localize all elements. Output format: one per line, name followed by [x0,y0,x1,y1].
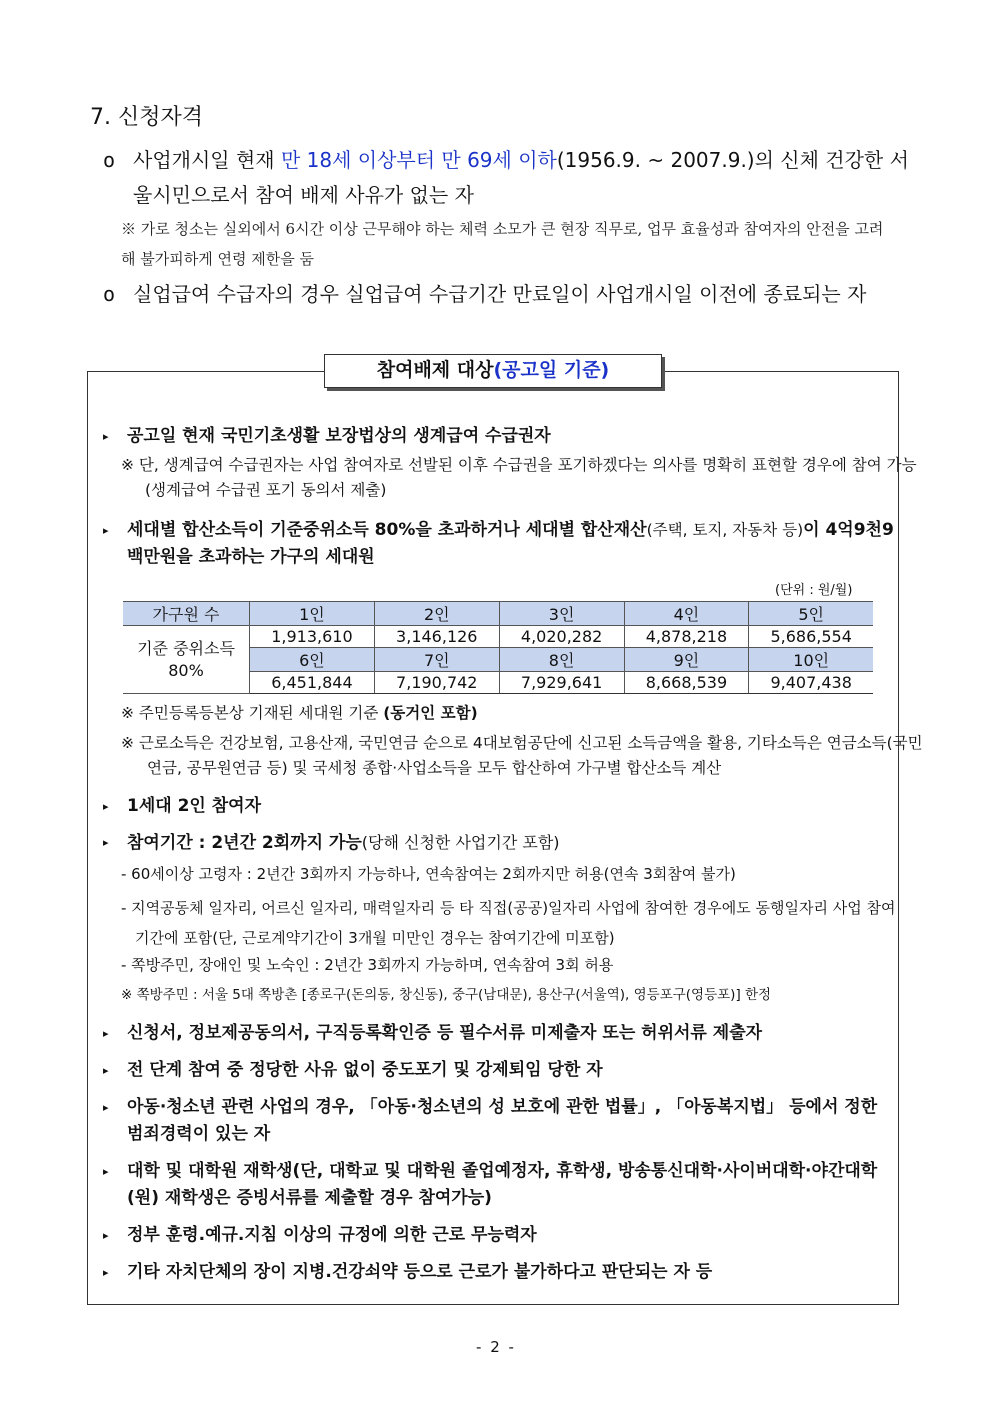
table-header-cell: 1인 [250,602,375,626]
item-text: 신청서, 정보제공동의서, 구직등록확인증 등 필수서류 미제출자 또는 허위서류 제출자 [127,1023,763,1043]
unemployment-paragraph [103,277,911,312]
page-number: - 2 - [476,1338,516,1356]
table-header-cell: 10인 [749,648,873,672]
table-header-cell: 5인 [749,602,873,626]
exclusion-item [103,829,897,857]
table-header-cell: 7인 [374,648,499,672]
triangle-bullet-icon: ▸ [103,1027,109,1040]
table-cell: 5,686,554 [749,626,873,648]
exclusion-box-title [324,354,662,388]
age-range-highlight: 만 18세 이상부터 만 69세 이하 [280,148,557,172]
item-text: 정부 훈령.예규.지침 이상의 규정에 의한 근로 무능력자 [127,1225,537,1245]
participation-detail: - 쪽방주민, 장애인 및 노숙인 : 2년간 3회까지 가능하며, 연속참여 3회 허용 [121,956,614,974]
jjokbang-note: ※ 쪽방주민 : 서울 5대 쪽방촌 [종로구(돈의동, 창신동), 중구(남대문), 용산구(서울역), 영등포구(영등포)] 한정 [121,987,772,1003]
participation-detail: - 60세이상 고령자 : 2년간 3회까지 가능하나, 연속참여는 2회까지만 허용(연속 3회참여 불가) [121,865,736,883]
table-unit: (단위 : 원/월) [775,583,853,598]
note-text: ※ 주민등록등본상 기재된 세대원 기준 [121,704,384,722]
eligibility-age-paragraph [103,143,911,213]
exclusion-item [103,1158,897,1212]
item-text: 전 단계 참여 중 정당한 사유 없이 중도포기 및 강제퇴임 당한 자 [127,1060,603,1080]
table-header-cell: 8인 [499,648,624,672]
item-text-c: 이 4억9천9백만원을 초과하는 가구의 세대원 [127,520,894,567]
note-text-bold: (동거인 포함) [383,704,478,722]
item-text: 대학 및 대학원 재학생(단, 대학교 및 대학원 졸업예정자, 휴학생, 방송통신대학·사이버대학·야간대학(원) 재학생은 증빙서류를 제출할 경우 참여가능) [127,1161,878,1208]
item-text-b: (주택, 토지, 자동차 등) [646,521,804,539]
exclusion-item [103,1259,897,1286]
table-cell: 9,407,438 [749,672,873,694]
table-header-cell: 2인 [374,602,499,626]
exclusion-item [103,517,897,571]
item-text-a: 참여기간 : 2년간 2회까지 가능 [127,833,362,853]
income-table [123,601,873,694]
item-text: 1세대 2인 참여자 [127,796,262,816]
triangle-bullet-icon: ▸ [103,430,109,443]
triangle-bullet-icon: ▸ [103,800,109,813]
text-pre: 사업개시일 현재 [133,148,281,172]
item-text-a: 세대별 합산소득이 기준중위소득 80%을 초과하거나 세대별 합산재산 [127,520,647,540]
paragraph-text: 실업급여 수급자의 경우 실업급여 수급기간 만료일이 사업개시일 이전에 종료되는 자 [133,282,867,306]
exclusion-item [103,1222,897,1249]
income-calc-note: ※ 근로소득은 건강보험, 고용산재, 국민연금 순으로 4대보험공단에 신고된 소득금액을 활용, 기타소득은 연금소득(국민연금, 공무원연금 등) 및 국세청 종합·사업소득을 모두 합산하여 가구별 합산소득 계산 [121,734,923,777]
table-cell: 4,020,282 [499,626,624,648]
item-text-b: (당해 신청한 사업기간 포함) [361,833,560,852]
exclusion-item [103,1057,897,1084]
box-title-sub: (공고일 기준) [493,359,610,381]
exclusion-item [103,1094,897,1148]
circle-bullet: o [103,148,116,172]
paragraph-text [133,143,911,213]
table-header-cell: 6인 [250,648,375,672]
triangle-bullet-icon: ▸ [103,1266,109,1279]
item-text: 아동·청소년 관련 사업의 경우, 「아동·청소년의 성 보호에 관한 법률」, 「아동복지법」 등에서 정한 범죄경력이 있는 자 [127,1097,878,1144]
item-text: 공고일 현재 국민기초생활 보장법상의 생계급여 수급권자 [127,426,551,446]
table-header-cell: 9인 [624,648,749,672]
circle-bullet: o [103,282,116,306]
item-text: 기타 자치단체의 장이 지병.건강쇠약 등으로 근로가 불가하다고 판단되는 자 등 [127,1262,713,1282]
triangle-bullet-icon: ▸ [103,836,109,849]
exclusion-item [103,793,897,820]
household-note [121,701,901,726]
exclusion-item [103,423,897,450]
table-cell: 7,929,641 [499,672,624,694]
table-header-cell: 4인 [624,602,749,626]
participation-detail: - 지역공동체 일자리, 어르신 일자리, 매력일자리 등 타 직접(공공)일자리 사업에 참여한 경우에도 동행일자리 사업 참여기간에 포함(단, 근로계약기간이 3개월 미만인 경우는 참여기간에 미포함) [121,899,896,947]
triangle-bullet-icon: ▸ [103,524,109,537]
triangle-bullet-icon: ▸ [103,1165,109,1178]
table-header-label: 가구원 수 [123,602,250,626]
section-title: 7. 신청자격 [90,105,203,130]
triangle-bullet-icon: ▸ [103,1064,109,1077]
table-cell: 6,451,844 [250,672,375,694]
table-row-label: 기준 중위소득 80% [123,626,250,694]
text-post: (1956.9. ~ 2007.9.)의 신체 건강한 서울시민으로서 참여 배제 사유가 없는 자 [133,148,909,207]
table-cell: 1,913,610 [250,626,375,648]
note-text: ※ 가로 청소는 실외에서 6시간 이상 근무해야 하는 체력 소모가 큰 현장 직무로, 업무 효율성과 참여자의 안전을 고려해 불가피하게 연령 제한을 둠 [121,220,884,268]
table-cell: 3,146,126 [374,626,499,648]
table-cell: 7,190,742 [374,672,499,694]
item-note: ※ 단, 생계급여 수급권자는 사업 참여자로 선발된 이후 수급권을 포기하겠다는 의사를 명확히 표현할 경우에 참여 가능 (생계급여 수급권 포기 동의서 제출) [121,456,917,499]
triangle-bullet-icon: ▸ [103,1229,109,1242]
table-cell: 4,878,218 [624,626,749,648]
table-header-cell: 3인 [499,602,624,626]
street-cleaning-note [121,214,891,274]
table-cell: 8,668,539 [624,672,749,694]
box-title-main: 참여배제 대상 [376,359,494,381]
triangle-bullet-icon: ▸ [103,1101,109,1114]
exclusion-item [103,1020,897,1047]
